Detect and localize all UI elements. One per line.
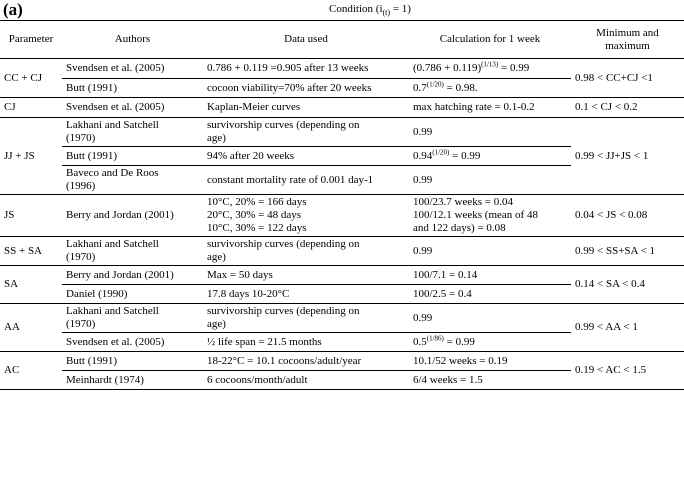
- author-cell: Butt (1991): [62, 79, 203, 98]
- data-used-cell: survivorship curves (depending on age): [203, 237, 409, 266]
- calculation-cell: $0.5^{(1/86)} = 0.99$: [409, 333, 571, 352]
- table-body: [0, 59, 684, 390]
- parameter-cell: AA: [0, 304, 62, 352]
- table-row: [0, 304, 684, 333]
- data-used-cell: 0.786 + 0.119 =0.905 after 13 weeks: [203, 59, 409, 79]
- data-used-cell: cocoon viability=70% after 20 weeks: [203, 79, 409, 98]
- calculation-exponent: (1/20): [432, 147, 450, 156]
- author-cell: Lakhani and Satchell (1970): [62, 118, 203, 147]
- author-cell: Svendsen et al. (2005): [62, 333, 203, 352]
- parameter-cell: JJ + JS: [0, 118, 62, 195]
- min-max-cell: 0.99 < JJ+JS < 1: [571, 118, 684, 195]
- condition-header: [250, 3, 490, 18]
- table-row: [0, 118, 684, 147]
- author-cell: Baveco and De Roos (1996): [62, 166, 203, 195]
- condition-suffix: = 1): [390, 3, 411, 15]
- calculation-cell: 0.99: [409, 304, 571, 333]
- author-cell: Lakhani and Satchell (1970): [62, 304, 203, 333]
- header-data-used: Data used: [284, 33, 328, 45]
- author-cell: Meinhardt (1974): [62, 371, 203, 390]
- table-row: [0, 59, 684, 79]
- parameter-cell: CC + CJ: [0, 59, 62, 98]
- data-used-cell: ½ life span = 21.5 months: [203, 333, 409, 352]
- author-cell: Svendsen et al. (2005): [62, 98, 203, 118]
- author-cell: Berry and Jordan (2001): [62, 266, 203, 285]
- data-used-cell: 18-22°C = 10.1 cocoons/adult/year: [203, 352, 409, 371]
- parameter-cell: SS + SA: [0, 237, 62, 266]
- calculation-exponent: (1/20): [426, 79, 444, 88]
- parameter-cell: JS: [0, 195, 62, 237]
- parameter-cell: AC: [0, 352, 62, 390]
- data-used-cell: 94% after 20 weeks: [203, 147, 409, 166]
- calculation-cell: $0.94^{(1/20)} = 0.99$: [409, 147, 571, 166]
- min-max-cell: 0.14 < SA < 0.4: [571, 266, 684, 304]
- calculation-cell: max hatching rate = 0.1-0.2: [409, 98, 571, 118]
- data-used-cell: constant mortality rate of 0.001 day-1: [203, 166, 409, 195]
- min-max-cell: 0.99 < AA < 1: [571, 304, 684, 352]
- header-min-max: Minimum and maximum: [596, 26, 659, 52]
- calculation-exponent: (1/13): [481, 60, 499, 69]
- calculation-cell: 100/2.5 = 0.4: [409, 285, 571, 304]
- parameter-cell: SA: [0, 266, 62, 304]
- calculation-cell: 100/23.7 weeks = 0.04 100/12.1 weeks (mean of 48 and 122 days) = 0.08: [409, 195, 571, 237]
- header-parameter: Parameter: [8, 33, 54, 45]
- parameter-table: [0, 20, 684, 390]
- min-max-cell: 0.19 < AC < 1.5: [571, 352, 684, 390]
- table-row: [0, 266, 684, 285]
- calculation-cell: 0.99: [409, 166, 571, 195]
- author-cell: Butt (1991): [62, 352, 203, 371]
- condition-prefix: Condition (i: [329, 3, 383, 15]
- data-used-cell: survivorship curves (depending on age): [203, 304, 409, 333]
- data-used-cell: 6 cocoons/month/adult: [203, 371, 409, 390]
- table-row: [0, 352, 684, 371]
- data-used-cell: survivorship curves (depending on age): [203, 118, 409, 147]
- calculation-cell: $(0.786 + 0.119)^{(1/13)} = 0.99$: [409, 59, 571, 79]
- min-max-cell: 0.04 < JS < 0.08: [571, 195, 684, 237]
- author-cell: Berry and Jordan (2001): [62, 195, 203, 237]
- data-used-cell: Max = 50 days: [203, 266, 409, 285]
- calculation-exponent: (1/86): [426, 333, 444, 342]
- table-row: [0, 98, 684, 118]
- header-authors: Authors: [114, 33, 151, 45]
- min-max-cell: 0.98 < CC+CJ <1: [571, 59, 684, 98]
- author-cell: Butt (1991): [62, 147, 203, 166]
- calculation-cell: 0.99: [409, 118, 571, 147]
- author-cell: Lakhani and Satchell (1970): [62, 237, 203, 266]
- header-calculation: Calculation for 1 week: [439, 33, 541, 45]
- panel-label: (a): [3, 0, 23, 19]
- author-cell: Daniel (1990): [62, 285, 203, 304]
- data-used-cell: 17.8 days 10-20°C: [203, 285, 409, 304]
- condition-subscript: (t): [382, 8, 391, 18]
- calculation-cell: 100/7.1 = 0.14: [409, 266, 571, 285]
- min-max-cell: 0.1 < CJ < 0.2: [571, 98, 684, 118]
- parameter-cell: CJ: [0, 98, 62, 118]
- min-max-cell: 0.99 < SS+SA < 1: [571, 237, 684, 266]
- table-header: [0, 21, 684, 59]
- calculation-cell: 0.99: [409, 237, 571, 266]
- calculation-cell: $0.7^{(1/20)} = 0.98$.: [409, 79, 571, 98]
- data-used-cell: 10°C, 20% = 166 days 20°C, 30% = 48 days 10°C, 30% = 122 days: [203, 195, 409, 237]
- table-row: [0, 195, 684, 237]
- calculation-cell: 10.1/52 weeks = 0.19: [409, 352, 571, 371]
- calculation-cell: 6/4 weeks = 1.5: [409, 371, 571, 390]
- author-cell: Svendsen et al. (2005): [62, 59, 203, 79]
- table-row: [0, 237, 684, 266]
- data-used-cell: Kaplan-Meier curves: [203, 98, 409, 118]
